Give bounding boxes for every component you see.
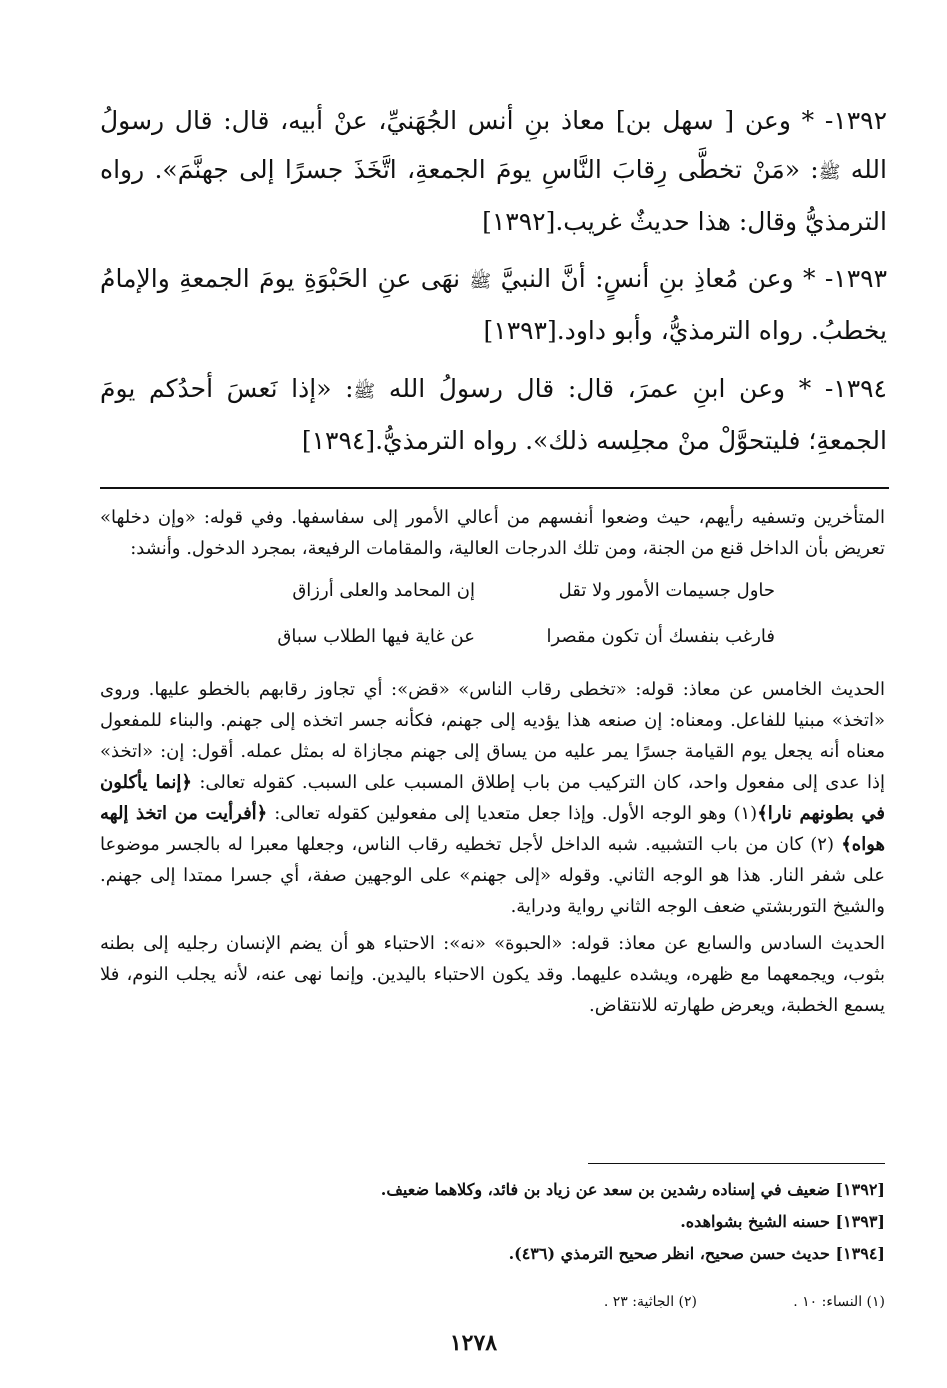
salutation-glyph: ﷺ (353, 381, 376, 402)
salutation-glyph: ﷺ (818, 162, 841, 183)
hadith-text: ١٣٩٤- * وعن ابنِ عمرَ، قال: قال رسولُ الله (388, 374, 887, 403)
poem (100, 570, 885, 670)
quran-reference-2: (٢) الجاثية: ٢٣ . (603, 1294, 697, 1310)
hadith-1392 (100, 96, 887, 246)
hadith-text-cont: نهَى عنِ الحَبْوَةِ يومَ الجمعةِ والإمامُ يخطبُ. رواه الترمذيُّ، وأبو داود.[١٣٩٣] (100, 264, 887, 345)
footnote-1394: [١٣٩٤] حديث حسن صحيح، انظر صحيح الترمذي (٤٣٦). (508, 1244, 885, 1263)
quran-reference-1: (١) النساء: ١٠ . (793, 1294, 885, 1310)
hadith-text-cont: : «مَنْ تخطَّى رِقابَ النَّاسِ يومَ الجمعةِ، اتَّخَذَ جسرًا إلى جهنَّمَ». رواه الترمذيُّ وقال: هذا حديثٌ غريب.[١٣٩٢] (100, 155, 887, 236)
section-divider (100, 487, 889, 489)
hadith-1393 (100, 254, 887, 355)
hadith-text-cont: : «إذا نَعسَ أحدُكم يومَ الجمعةِ؛ فليتحوَّلْ منْ مجلِسه ذلك». رواه الترمذيُّ.[١٣٩٤] (100, 374, 887, 455)
commentary-text: الحديث الخامس عن معاذ: قوله: «تخطى رقاب الناس» «قض»: أي تجاوز رقابهم بالخطو عليها. وروى «اتخذ» مبنيا للفاعل. ومعناه: إن صنعه هذا يؤديه إلى جهنم، فكأنه جسر اتخذه إلى جهنم. والبناء للمفعول معناه أنه يجعل يوم القيامة جسرًا يمر عليه من يساق إلى جهنم مجازاة له بمثل عمله. أقول: إن: «اتخذ» إذا عدى إلى مفعول واحد، كان التركيب من باب إطلاق المسبب على السبب. كقوله تعالى: (100, 679, 885, 793)
salutation-glyph: ﷺ (469, 271, 492, 292)
commentary-paragraph: المتأخرين وتسفيه رأيهم، حيث وضعوا أنفسهم من أعالي الأمور إلى سفاسفها. وفي قوله: «وإن دخلها» تعريض بأن الداخل قنع من الجنة، ومن تلك الدرجات العالية، والمقامات الرفيعة، بمجرد الدخول. وأنشد: (100, 507, 885, 559)
commentary-text: (١) وهو الوجه الأول. وإذا جعل متعديا إلى مفعولين كقوله تعالى: (274, 803, 758, 824)
footnote-divider (588, 1163, 885, 1164)
verse-2-second-hemistich: عن غاية فيها الطلاب سباق (277, 626, 475, 647)
page-number: ١٢٧٨ (449, 1330, 498, 1356)
hadith-1394 (100, 364, 887, 465)
footnote-1393: [١٣٩٣] حسنه الشيخ بشواهده. (680, 1212, 885, 1231)
quran-quote: ﴿إنما يأكلون في بطونهم نارا﴾ (100, 772, 885, 824)
verse-2-first-hemistich: فارغب بنفسك أن تكون مقصرا (546, 626, 775, 647)
footnote-1392: [١٣٩٢] ضعيف في إسناده رشدين بن سعد عن زياد بن فائد، وكلاهما ضعيف. (380, 1180, 885, 1199)
commentary-text: (٢) كان من باب التشبيه. شبه الداخل لأجل تخطيه رقاب الناس، وجعلها معبرا له بالجسر موضوعا على شفر النار. هذا هو الوجه الثاني. وقوله «إلى جهنم» على الوجهين صفة، أي جسرا ممتدا إلى جهنم. والشيخ التوربشتي ضعف الوجه الثاني رواية ودراية. (100, 834, 885, 917)
verse-1-second-hemistich: إن المحامد والعلى أرزاق (292, 580, 475, 601)
commentary-paragraph: الحديث السادس والسابع عن معاذ: قوله: «الحبوة» «نه»: الاحتباء هو أن يضم الإنسان رجليه إلى بطنه بثوب، ويجمعهما مع ظهره، ويشده عليهما. وقد يكون الاحتباء باليدين. وإنما نهى عنه، لأنه يجلب النوم، فلا يسمع الخطبة، ويعرض طهارته للانتقاض. (100, 933, 885, 1016)
quran-quote: ﴿أفرأيت من اتخذ إلهه هواه﴾ (100, 803, 885, 855)
hadith-text: ١٣٩٢- * وعن [ سهل بن] معاذ بنِ أنس الجُهَنيِّ، عنْ أبيه، قال: قال رسولُ الله (100, 106, 887, 184)
commentary (100, 502, 885, 1027)
commentary-paragraph (100, 674, 885, 922)
hadith-text: ١٣٩٣- * وعن مُعاذِ بنِ أنسٍ: أنَّ النبيَّ (500, 264, 887, 293)
verse-1-first-hemistich: حاول جسيمات الأمور ولا تقل (558, 580, 775, 601)
footnotes (100, 1174, 885, 1270)
